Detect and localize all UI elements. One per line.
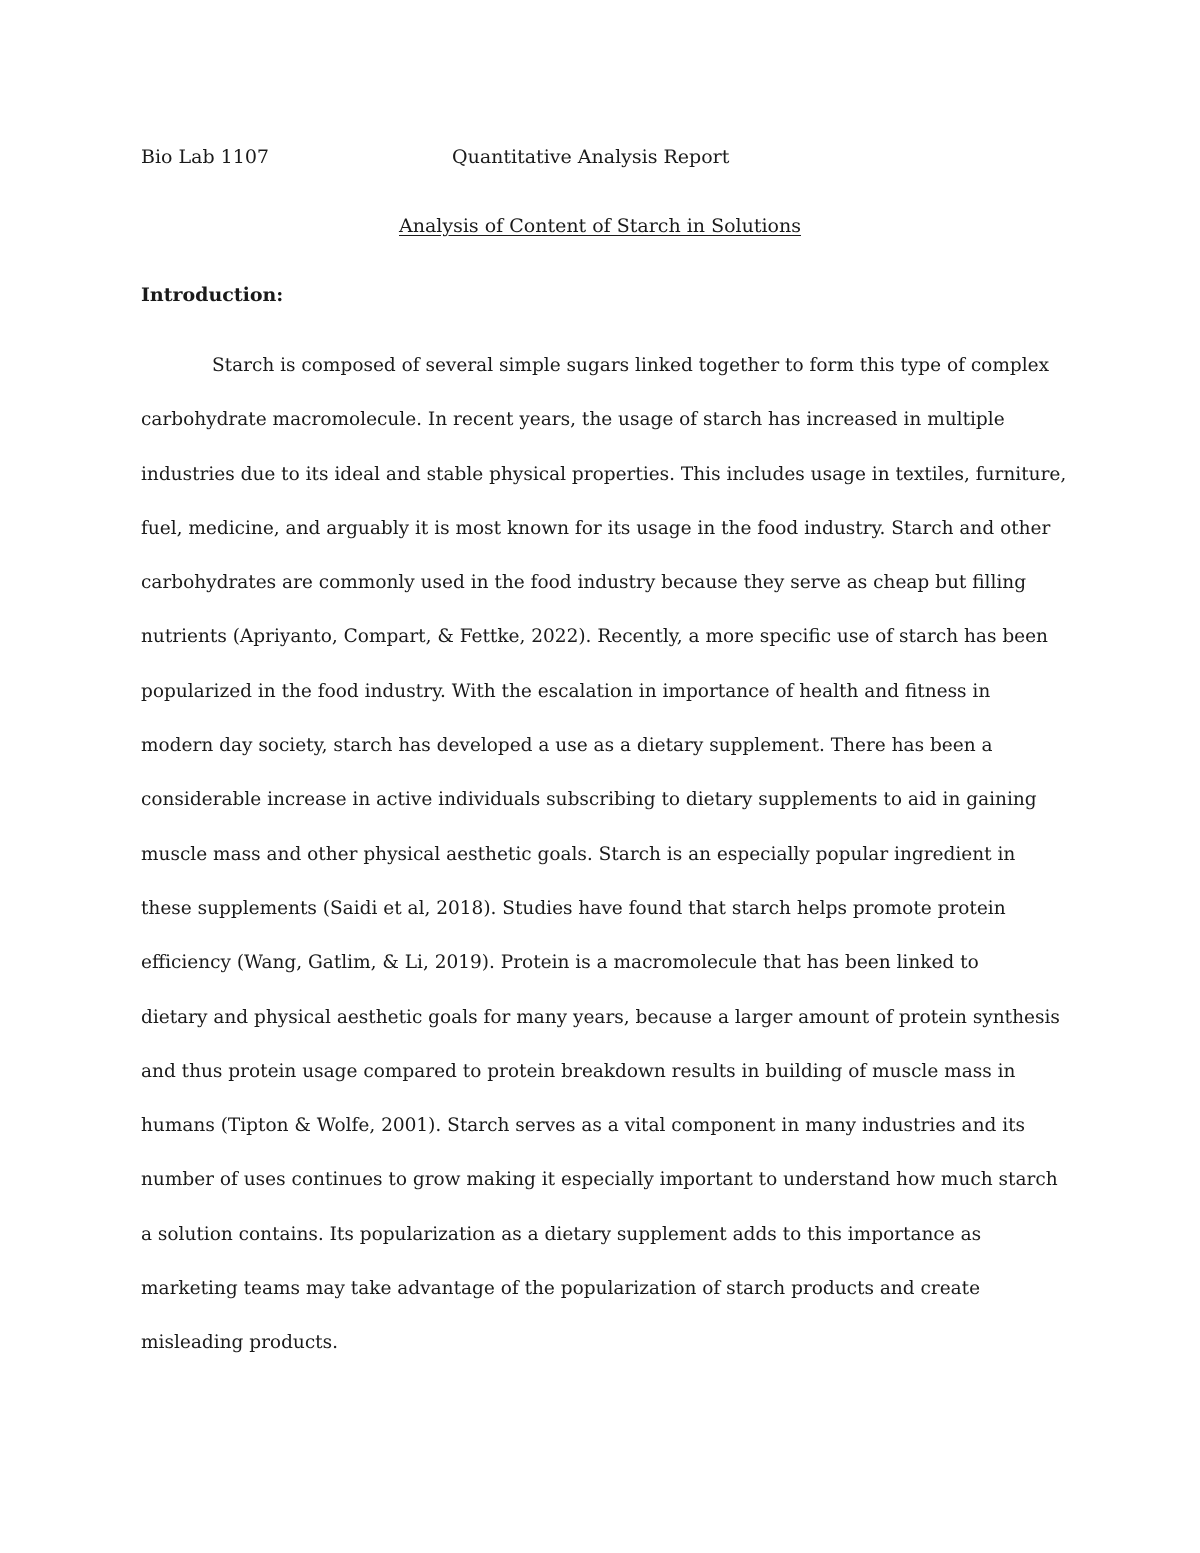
paragraph-line: fuel, medicine, and arguably it is most known for its usage in the food industry. Starch and other: [141, 517, 1051, 539]
paragraph-line: humans (Tipton & Wolfe, 2001). Starch serves as a vital component in many industries and its: [141, 1115, 1026, 1137]
paragraph-line: modern day society, starch has developed a use as a dietary supplement. There has been a: [141, 735, 993, 757]
paragraph-line: efficiency (Wang, Gatlim, & Li, 2019). Protein is a macromolecule that has been linked to: [141, 952, 979, 974]
document-title: Analysis of Content of Starch in Solutions: [399, 215, 801, 237]
paragraph-line: marketing teams may take advantage of the popularization of starch products and create: [141, 1278, 981, 1300]
paragraph-line: carbohydrate macromolecule. In recent years, the usage of starch has increased in multiple: [141, 409, 1005, 431]
paragraph-line: popularized in the food industry. With the escalation in importance of health and fitness in: [141, 680, 991, 702]
paragraph-line: considerable increase in active individuals subscribing to dietary supplements to aid in gaining: [141, 789, 1037, 811]
report-type-label: Quantitative Analysis Report: [452, 146, 730, 168]
paragraph-line: carbohydrates are commonly used in the food industry because they serve as cheap but filling: [141, 572, 1027, 594]
paragraph-line: nutrients (Apriyanto, Compart, & Fettke, 2022). Recently, a more specific use of starch has been: [141, 626, 1048, 648]
paragraph-line: dietary and physical aesthetic goals for many years, because a larger amount of protein synthesis: [141, 1006, 1060, 1028]
paragraph-line: Starch is composed of several simple sugars linked together to form this type of complex: [212, 355, 1049, 376]
course-label: Bio Lab 1107: [141, 146, 270, 168]
paragraph-line: industries due to its ideal and stable physical properties. This includes usage in textiles, furniture,: [141, 463, 1067, 485]
section-heading: Introduction:: [141, 284, 284, 306]
paragraph-line: number of uses continues to grow making it especially important to understand how much starch: [141, 1169, 1058, 1191]
paragraph-line: a solution contains. Its popularization as a dietary supplement adds to this importance as: [141, 1223, 982, 1245]
paragraph-line: these supplements (Saidi et al, 2018). Studies have found that starch helps promote protein: [141, 897, 1006, 919]
paragraph-line: and thus protein usage compared to protein breakdown results in building of muscle mass in: [141, 1060, 1016, 1082]
introduction-paragraph: [141, 350, 1066, 1382]
paragraph-line: misleading products.: [141, 1332, 338, 1354]
paragraph-line: muscle mass and other physical aesthetic goals. Starch is an especially popular ingredient in: [141, 843, 1016, 865]
page-header: [141, 143, 1061, 171]
